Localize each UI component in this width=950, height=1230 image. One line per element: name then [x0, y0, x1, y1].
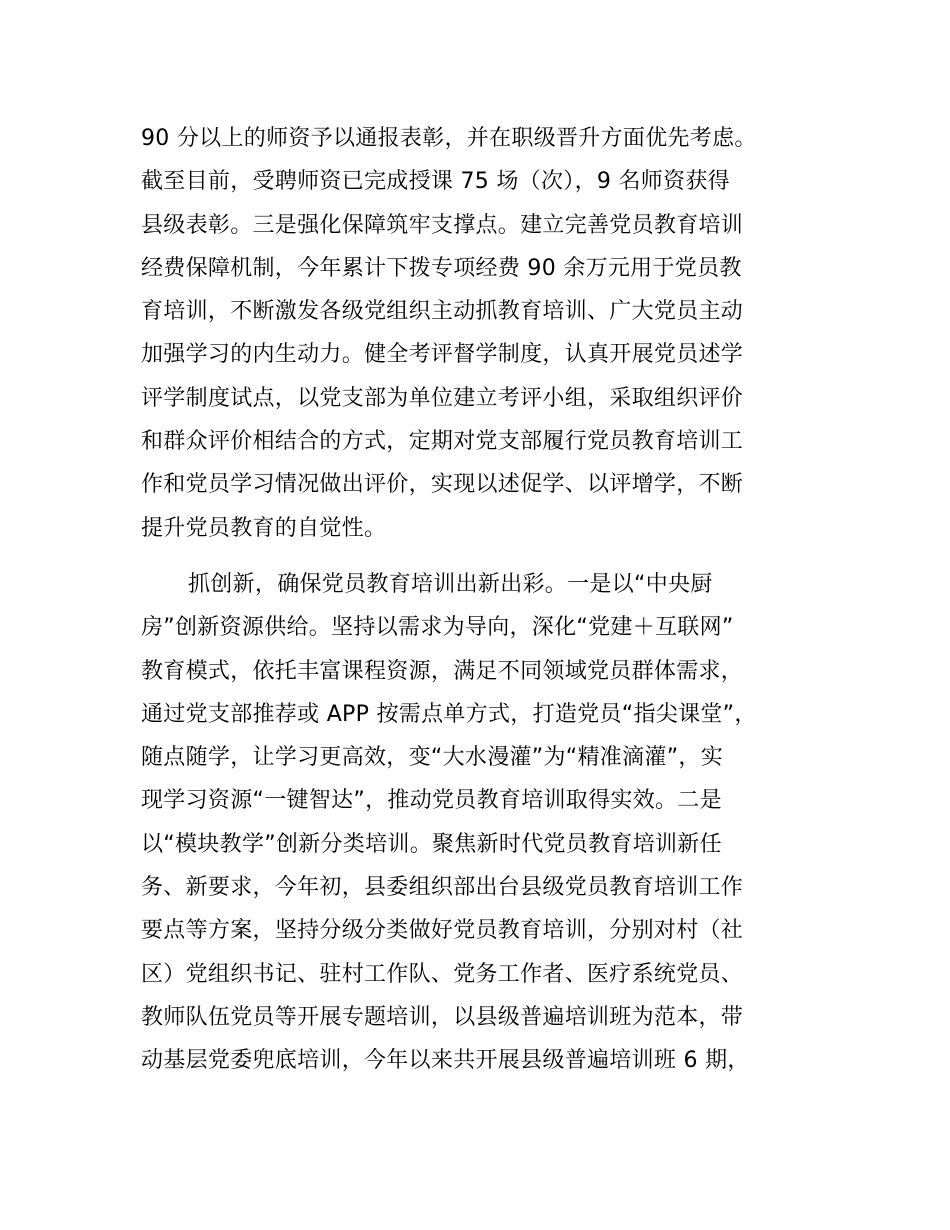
paragraph-line: 和群众评价相结合的方式，定期对党支部履行党员教育培训工 [141, 429, 744, 455]
paragraph-line: 动基层党委兜底培训，今年以来共开展县级普遍培训班 6 期， [141, 1048, 750, 1074]
paragraph-line: 现学习资源“一键智达”，推动党员教育培训取得实效。二是 [141, 788, 722, 814]
paragraph-line: 区）党组织书记、驻村工作队、党务工作者、医疗系统党员、 [141, 961, 744, 987]
paragraph-line: 房”创新资源供给。坚持以需求为导向，深化“党建＋互联网” [141, 615, 734, 641]
paragraph-line: 教师队伍党员等开展专题培训，以县级普遍培训班为范本，带 [141, 1004, 744, 1030]
paragraph-line: 作和党员学习情况做出评价，实现以述促学、以评增学，不断 [141, 472, 744, 498]
paragraph-line: 加强学习的内生动力。健全考评督学制度，认真开展党员述学 [141, 342, 744, 368]
body-paragraph-1 [141, 117, 841, 550]
paragraph-line: 以“模块教学”创新分类培训。聚焦新时代党员教育培训新任 [141, 831, 722, 857]
paragraph-line: 育培训，不断激发各级党组织主动抓教育培训、广大党员主动 [141, 299, 744, 325]
body-paragraph-2 [141, 563, 841, 1083]
paragraph-line: 提升党员教育的自觉性。 [141, 515, 387, 541]
paragraph-line: 通过党支部推荐或 APP 按需点单方式，打造党员“指尖课堂”， [141, 701, 757, 727]
paragraph-line: 评学制度试点，以党支部为单位建立考评小组，采取组织评价 [141, 385, 744, 411]
paragraph-line: 90 分以上的师资予以通报表彰，并在职级晋升方面优先考虑。 [141, 126, 757, 151]
paragraph-line: 截至目前，受聘师资已完成授课 75 场（次），9 名师资获得 [141, 169, 730, 195]
paragraph-line: 抓创新，确保党员教育培训出新出彩。一是以“中央厨 [188, 572, 713, 597]
paragraph-line: 随点随学，让学习更高效，变“大水漫灌”为“精准滴灌”，实 [141, 745, 723, 771]
paragraph-line: 要点等方案，坚持分级分类做好党员教育培训，分别对村（社 [141, 918, 744, 944]
paragraph-line: 经费保障机制，今年累计下拨专项经费 90 余万元用于党员教 [141, 255, 742, 281]
paragraph-line: 务、新要求，今年初，县委组织部出台县级党员教育培训工作 [141, 875, 744, 901]
paragraph-line: 教育模式，依托丰富课程资源，满足不同领域党员群体需求， [141, 658, 744, 684]
paragraph-line: 县级表彰。三是强化保障筑牢支撑点。建立完善党员教育培训 [141, 212, 744, 238]
